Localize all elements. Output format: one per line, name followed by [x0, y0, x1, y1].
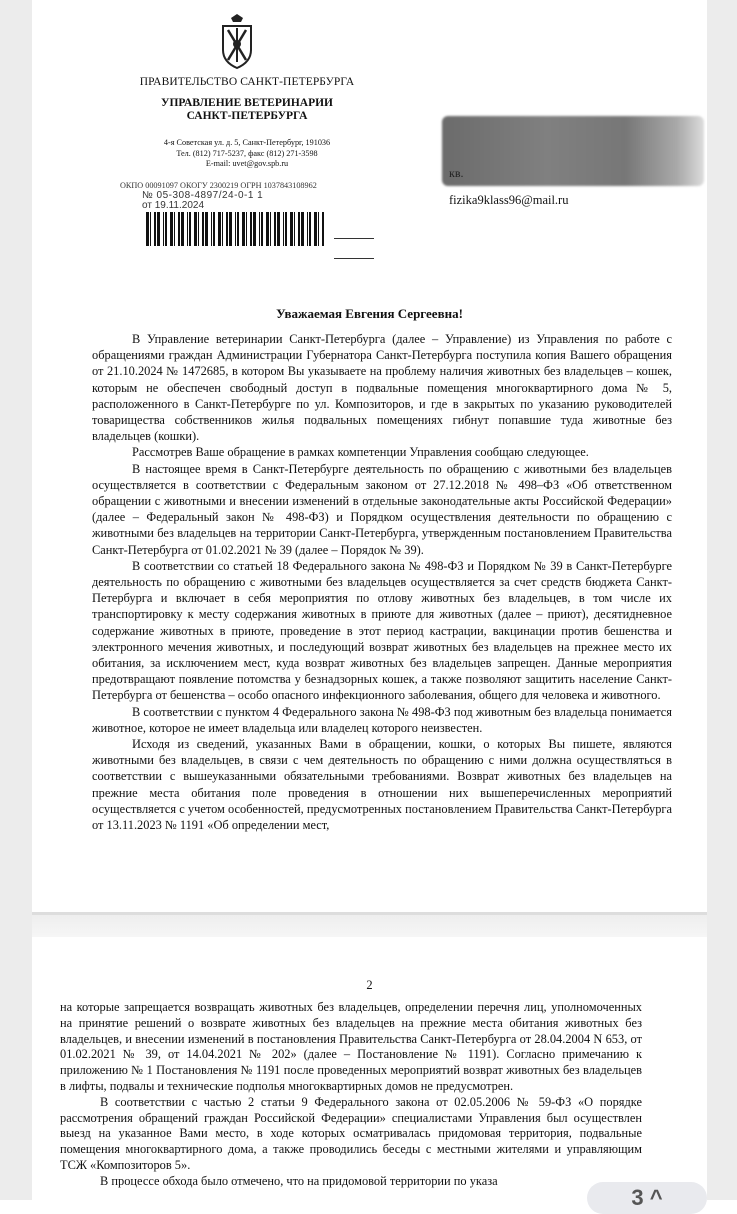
document-page-1	[32, 0, 707, 915]
recipient-email: fizika9klass96@mail.ru	[449, 193, 569, 207]
address-line: 4-я Советская ул. д. 5, Санкт-Петербург, 191036	[163, 138, 331, 147]
greeting: Уважаемая Евгения Сергеевна!	[276, 306, 463, 321]
paragraph: Рассмотрев Ваше обращение в рамках компетенции Управления сообщаю следующее.	[132, 445, 589, 460]
redacted-recipient-block	[442, 116, 704, 186]
paragraph: В соответствии с частью 2 статьи 9 Федерального закона от 02.05.2006 № 59-ФЗ «О порядке рассмотрения обращений граждан Российской Федерации» специалистами Управления был осуществлен выезд на указанное Вами место, в ходе которых осматривалась придомовая территория, подвальные помещения многоквартирного дома, а также проводились беседы с местными жителями и управляющим ТСЖ «Композиторов 5».	[60, 1094, 642, 1172]
recipient-address-fragment: кв.	[449, 166, 464, 180]
signature-line	[334, 238, 374, 239]
spb-coat-of-arms-icon	[217, 14, 257, 70]
email-line: E-mail: uvet@gov.spb.ru	[205, 159, 289, 168]
paragraph: В Управление ветеринарии Санкт-Петербурга (далее – Управление) из Управления по работе с обращениями граждан Администрации Губернатора Санкт-Петербурга поступила копия Вашего обращения от 21.10.2024 № 1472685, в котором Вы указываете на проблему наличия животных без владельцев – кошек, которым не обеспечен свободный доступ в подвальные помещения многоквартирного дома № 5, расположенного в Санкт-Петербурге по ул. Композиторов, и где в закрытых по указанию руководителей товарищества собственников жилья подвальных помещениях гибнут попавшие туда животные без владельцев (кошки).	[92, 332, 672, 444]
paragraph: В настоящее время в Санкт-Петербурге деятельность по обращению с животными без владельцев осуществляется в соответствии с Федеральным законом от 27.12.2018 № 498–ФЗ «Об ответственном обращении с животными и внесении изменений в отдельные законодательные акты Российской Федерации» (далее – Федеральный закон № 498-ФЗ) и Порядком осуществления деятельности по обращению с животными без владельцев на территории Санкт-Петербурга, утвержденным постановлением Правительства Санкт-Петербурга от 01.02.2021 № 39 (далее – Порядок № 39).	[92, 461, 672, 557]
department-line-2: САНКТ-ПЕТЕРБУРГА	[186, 110, 308, 122]
paragraph: В соответствии со статьей 18 Федерального закона № 498-ФЗ и Порядком № 39 в Санкт-Петербурге деятельность по обращению с животными без владельцев осуществляется за счет средств бюджета Санкт-Петербурга и включает в себя мероприятия по отлову животных без владельцев, в том числе их транспортировку к месту содержания животных в приюте для животных (далее – приют), десятидневное содержание животных в приюте, проведение в этот период кастрации, вакцинации против бешенства и электронного мечения животных, и последующий возврат животных без владельцев на прежнее место их обитания, за исключением мест, куда возврат животных без владельцев запрещен. Данные мероприятия предотвращают появление потомства у безнадзорных кошек, а также позволяют защитить население Санкт-Петербурга от бешенства – особо опасного инфекционного заболевания, общего для человека и животного.	[92, 558, 672, 703]
paragraph: В процессе обхода было отмечено, что на придомовой территории по указа	[100, 1173, 498, 1188]
page-separator	[32, 915, 707, 937]
outgoing-number: № 05-308-4897/24-0-1 1	[142, 190, 264, 201]
government-name: ПРАВИТЕЛЬСТВО САНКТ-ПЕТЕРБУРГА	[139, 76, 355, 88]
registration-codes: ОКПО 00091097 ОКОГУ 2300219 ОГРН 1037843108962	[120, 181, 317, 190]
letter-body-page-1	[92, 331, 672, 833]
page-indicator-button[interactable]: 3 ^	[587, 1182, 707, 1214]
signature-line	[334, 258, 374, 259]
paragraph: Исходя из сведений, указанных Вами в обращении, кошки, о которых Вы пишете, являются животными без владельцев, в связи с чем деятельность по обращению с ними должна осуществляться в соответствии с вышеуказанными обязательными требованиями. Возврат животных без владельцев на прежние места обитания поле проведения в отношении них вышеперечисленных мероприятий осуществляется с учетом особенностей, предусмотренных постановлением Правительства Санкт-Петербурга от 13.11.2023 № 1191 «Об определении мест,	[92, 737, 672, 833]
page-number: 2	[366, 978, 373, 992]
barcode	[146, 212, 326, 246]
letter-body-page-2	[60, 1000, 642, 1190]
department-name	[112, 97, 382, 123]
phone-line: Тел. (812) 717-5237, факс (812) 271-3598	[176, 148, 318, 158]
outgoing-date: от 19.11.2024	[142, 200, 205, 211]
viewer-left-margin	[0, 0, 32, 1200]
department-address	[112, 138, 382, 170]
department-line-1: УПРАВЛЕНИЕ ВЕТЕРИНАРИИ	[161, 97, 333, 109]
paragraph: В соответствии с пунктом 4 Федерального закона № 498-ФЗ под животным без владельца понимается животное, которое не имеет владельца или владелец которого неизвестен.	[92, 704, 672, 735]
paragraph: на которые запрещается возвращать животных без владельцев, определении перечня лиц, уполномоченных на принятие решений о возврате животных без владельцев на прежние места обитания животных без владельцев, и внесении изменений в постановления Правительства Санкт-Петербурга от 28.04.2004 N 653, от 01.02.2021 № 39, от 14.04.2021 № 202» (далее – Постановление № 1191). Согласно примечанию к приложению № 1 Постановления № 1191 после проведенных мероприятий возврат животных без владельцев в лифты, подвалы и технические подполья многоквартирных домов не предусмотрен.	[60, 1000, 642, 1093]
viewer-right-margin	[707, 0, 737, 1200]
